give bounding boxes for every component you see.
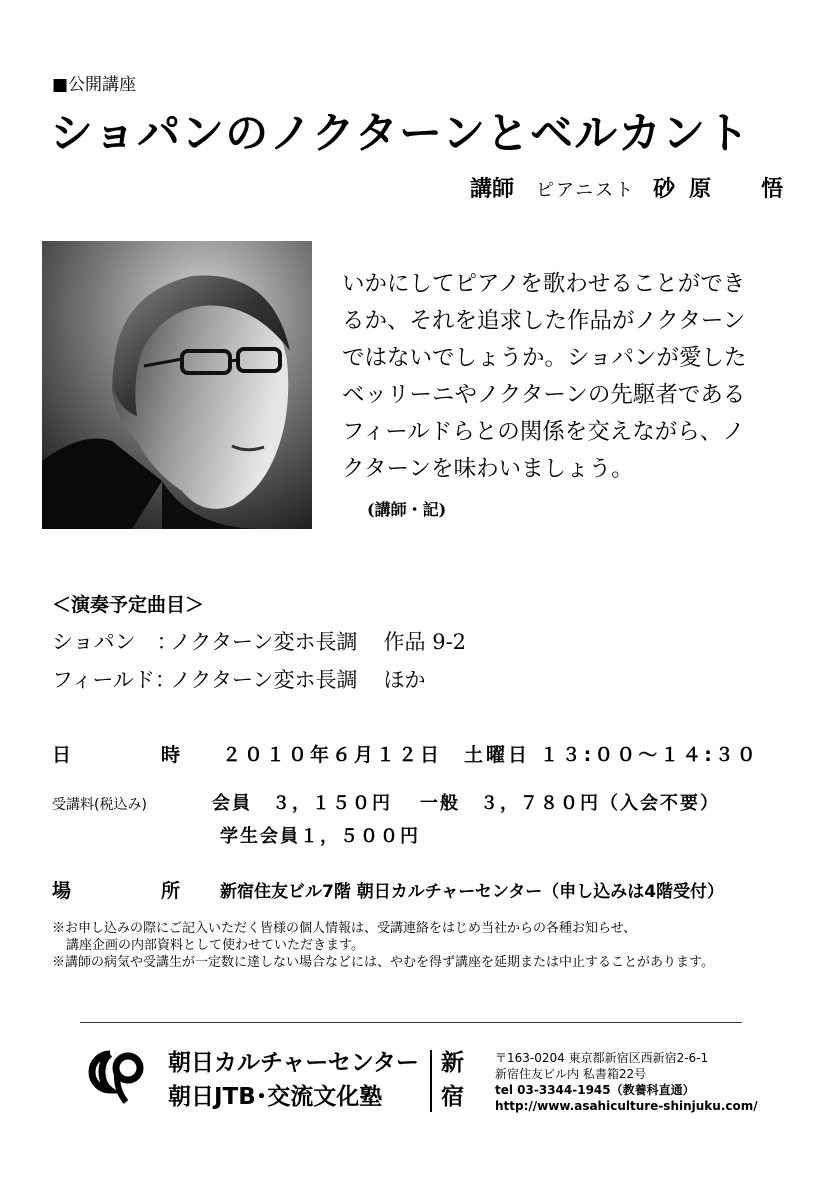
lecturer-role: ピアニスト	[536, 180, 636, 201]
description-line: るか、それを追求した作品がノクターン	[342, 308, 746, 334]
schedule-label: 日時	[52, 744, 271, 766]
footer-divider	[80, 1022, 742, 1023]
fee-member: 会員 ３，１５０円	[212, 793, 392, 814]
schedule-row	[52, 740, 759, 767]
lecturer-line	[470, 172, 797, 203]
org-name-line1: 朝日カルチャーセンター	[168, 1050, 419, 1076]
description-line: いかにしてピアノを歌わせることができ	[342, 271, 746, 297]
place-value: 新宿住友ビル7階 朝日カルチャーセンター（申し込みは4階受付）	[220, 882, 725, 902]
asahi-culture-logo-icon	[76, 1042, 156, 1104]
address-line2: 新宿住友ビル内 私書箱22号	[495, 1067, 647, 1081]
description-line: クターンを味わいましょう。	[342, 456, 634, 482]
footer-separator	[430, 1050, 432, 1112]
url-line: http://www.asahiculture-shinjuku.com/	[495, 1099, 758, 1113]
fee-label: 受講料(税込み)	[52, 797, 147, 813]
fee-student: 学生会員１，５００円	[220, 826, 420, 847]
description-signature: (講師・記)	[367, 500, 447, 519]
program-work: ノクターン変ホ長調	[170, 668, 358, 692]
place-row	[52, 876, 724, 903]
category-label: ■公開講座	[52, 75, 137, 95]
branch-line2: 宿	[441, 1084, 464, 1110]
program-item	[52, 626, 466, 656]
description-line: フィールドらとの関係を交えながら、ノ	[342, 419, 745, 445]
description-line: ではないでしょうか。ショパンが愛した	[342, 345, 747, 371]
contact-info	[495, 1050, 758, 1114]
place-label: 場所	[52, 880, 271, 902]
note-privacy: ※お申し込みの際にご記入いただく皆様の個人情報は、受講連絡をはじめ当社からの各種お知らせ、	[52, 921, 637, 936]
page-title: ショパンのノクターンとベルカント	[50, 109, 751, 159]
description-line: ベッリーニやノクターンの先駆者である	[342, 382, 746, 408]
description	[342, 266, 792, 488]
program-heading: ＜演奏予定曲目＞	[52, 594, 205, 616]
org-name-line2: 朝日JTB･交流文化塾	[168, 1084, 383, 1110]
notes	[52, 920, 714, 971]
schedule-value: ２０１０年６月１２日 土曜日 １３:００～１４:３０	[222, 744, 759, 766]
branch-name	[441, 1046, 464, 1114]
note-privacy-cont: 講座企画の内部資料として使わせていただきます。	[66, 938, 364, 953]
program-work: ノクターン変ホ長調	[170, 630, 358, 654]
fee-row	[52, 789, 720, 815]
program-item	[52, 664, 426, 694]
tel-line: tel 03-3344-1945（教養科直通）	[495, 1083, 695, 1097]
program-composer: フィールド：	[52, 668, 176, 692]
lecturer-photo	[42, 241, 312, 529]
branch-line1: 新	[441, 1050, 464, 1076]
fee-general: 一般 ３，７８０円（入会不要）	[420, 793, 720, 814]
program-note: ほか	[383, 668, 426, 692]
lecturer-label: 講師	[470, 177, 515, 202]
org-name	[168, 1046, 419, 1114]
lecturer-name: 砂原 悟	[653, 177, 798, 202]
program-note: 作品 9-2	[383, 630, 467, 654]
program-composer: ショパン ：	[52, 630, 178, 654]
address-line1: 〒163-0204 東京都新宿区西新宿2-6-1	[495, 1051, 709, 1065]
note-cancellation: ※講師の病気や受講生が一定数に達しない場合などには、やむを得ず講座を延期または中止することがあります。	[52, 955, 714, 970]
